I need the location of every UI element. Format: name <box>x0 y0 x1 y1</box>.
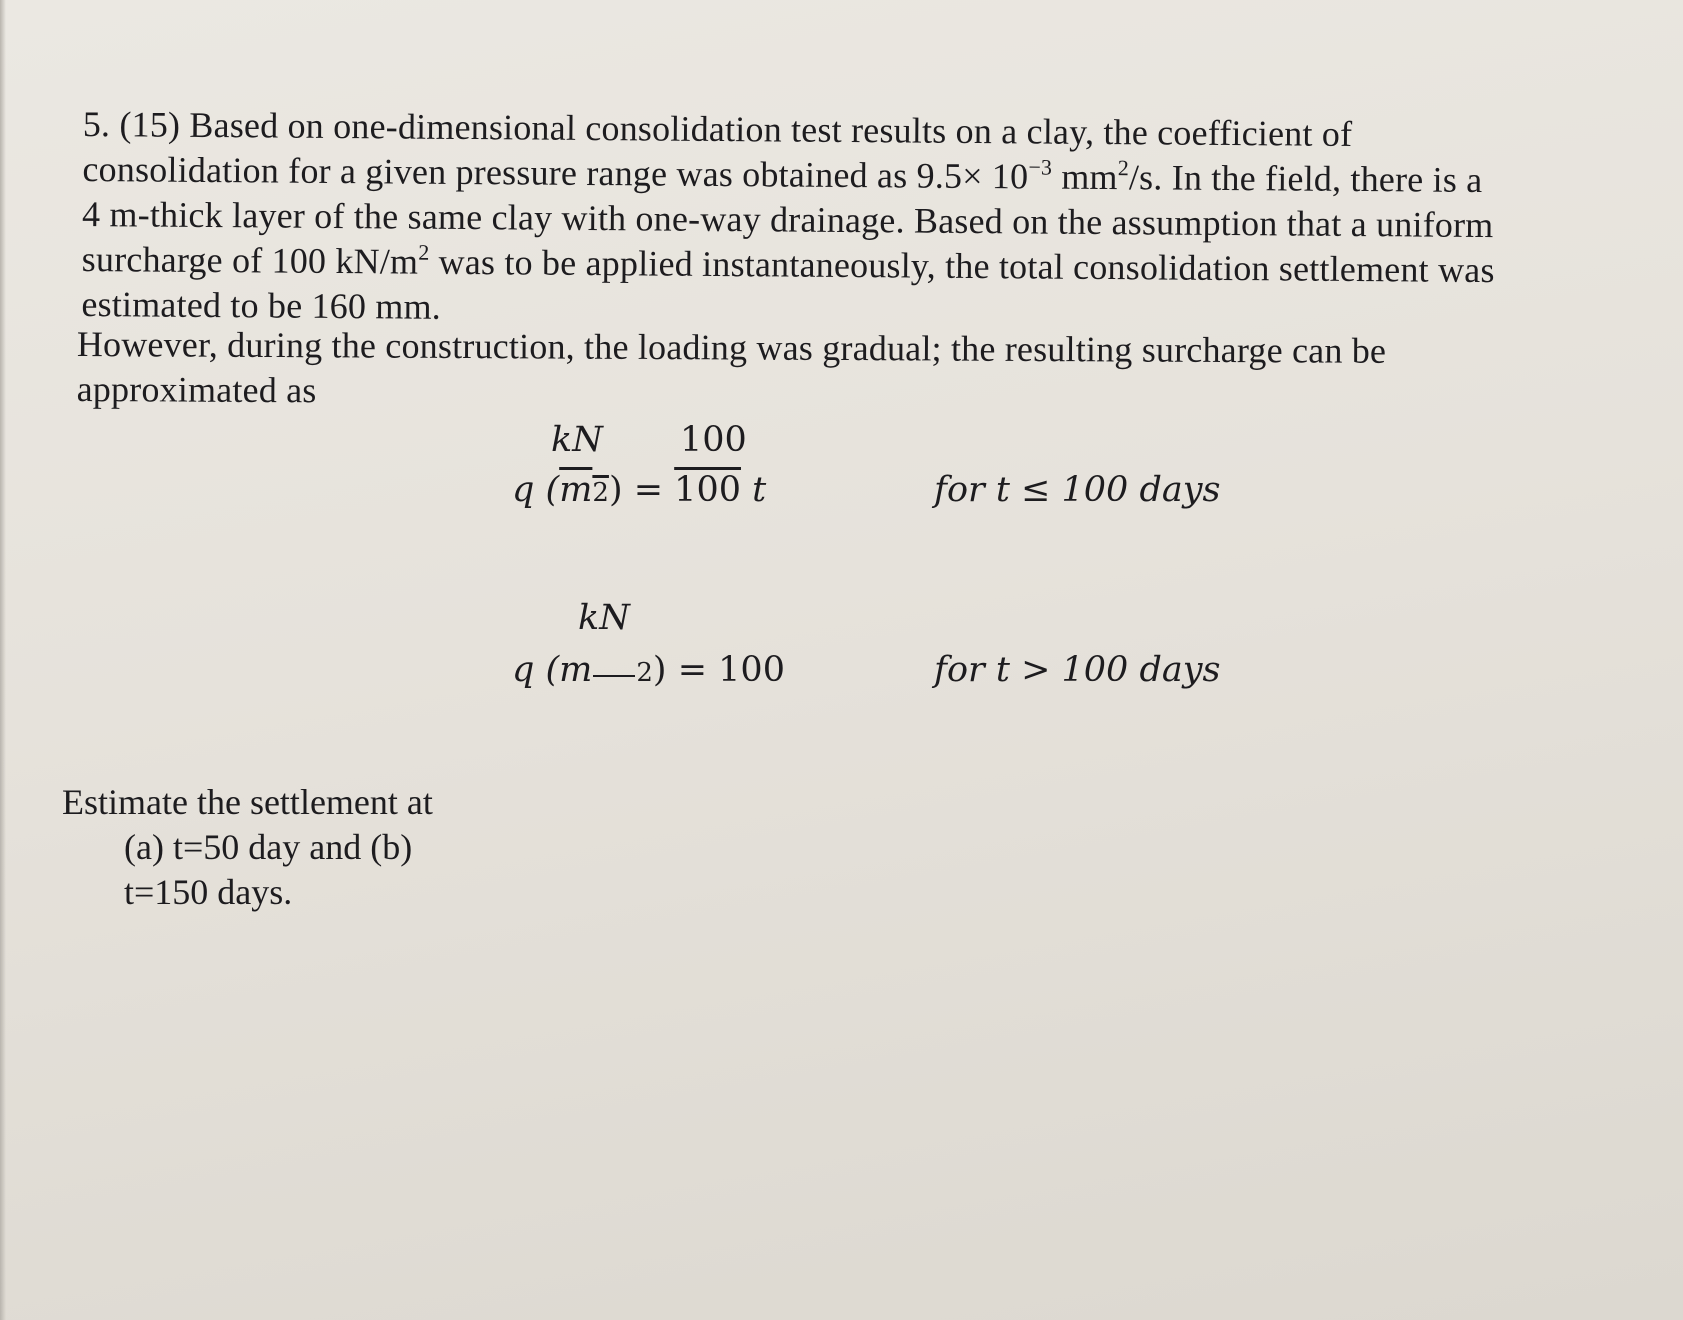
problem-question <box>62 780 433 915</box>
eq1-denominator <box>559 470 609 510</box>
unit-mm: mm <box>1051 156 1118 198</box>
question-line-3: t=150 days. <box>124 872 293 912</box>
p1-line-3: 4 m-thick layer of the same clay with one-way drainage. Based on the assumption that a uniform <box>81 193 1494 246</box>
eq1-den-m: m <box>559 470 593 510</box>
eq1-numerator-100: 100 <box>680 420 747 460</box>
eq2-numerator-kn: kN <box>578 598 630 638</box>
eq2-sub: 2 <box>636 658 653 688</box>
exponent-2: 2 <box>1117 155 1130 181</box>
p2-line-1: However, during the construction, the loading was gradual; the resulting surcharge can be <box>76 323 1387 371</box>
p1-line-2-tail: /s. In the field, there is a <box>1128 157 1483 200</box>
equation-1 <box>512 470 766 510</box>
eq1-close-paren: ) <box>608 470 623 510</box>
p1-line-1: 5. (15) Based on one-dimensional consolidation test results on a clay, the coefficient of <box>82 103 1353 154</box>
eq1-q: q ( <box>512 470 560 510</box>
eq1-equals: = <box>622 470 675 510</box>
eq2-fraction-bar <box>593 675 635 677</box>
p1-line-5: estimated to be 160 mm. <box>81 283 442 327</box>
eq1-condition: for t ≤ 100 days <box>934 470 1221 510</box>
p1-line-4-text: surcharge of 100 kN/m <box>81 238 419 282</box>
problem-paragraph-2 <box>77 322 1557 420</box>
eq1-rhs-t: t <box>740 470 767 510</box>
eq1-den-sub: 2 <box>592 478 609 508</box>
question-line-2: (a) t=50 day and (b) <box>124 827 413 867</box>
eq2-rhs: = 100 <box>666 650 785 690</box>
problem-paragraph-1 <box>81 102 1643 339</box>
equation-2 <box>512 650 785 690</box>
page-edge-shadow <box>0 0 6 1320</box>
eq1-rhs-100: 100 <box>674 470 741 510</box>
exponent-2b: 2 <box>418 239 430 265</box>
eq2-q: q (m <box>512 650 593 690</box>
eq2-close-paren: ) <box>652 650 667 690</box>
p1-line-2-text: consolidation for a given pressure range was obtained as 9.5× 10 <box>82 148 1029 197</box>
question-line-1: Estimate the settlement at <box>62 782 433 822</box>
exponent-minus-3: −3 <box>1028 154 1053 180</box>
p1-line-4-tail: was to be applied instantaneously, the total consolidation settlement was <box>429 241 1495 291</box>
eq2-condition: for t > 100 days <box>934 650 1221 690</box>
eq1-numerator-kn: kN <box>551 420 603 460</box>
p2-line-2: approximated as <box>76 368 317 411</box>
